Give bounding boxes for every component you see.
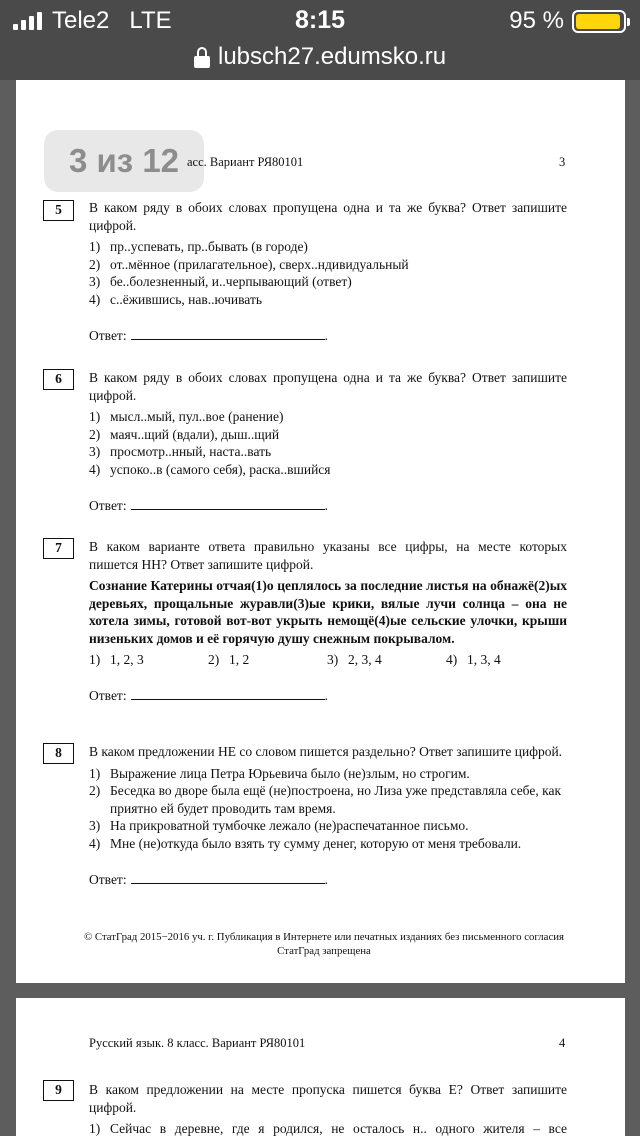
task-option: 3) бе..болезненный, и..черпывающий (ответ) bbox=[89, 274, 352, 289]
task-option: 4) 1, 3, 4 bbox=[446, 652, 501, 667]
url-text[interactable]: lubsch27.edumsko.ru bbox=[218, 43, 447, 70]
answer-line bbox=[131, 497, 325, 510]
task-number: 7 bbox=[43, 538, 74, 559]
task-option: 3) просмотр..нный, наста..вать bbox=[89, 444, 272, 459]
task-question: В каком ряду в обоих словах пропущена одна и та же буква? Ответ запишите цифрой. bbox=[89, 200, 567, 233]
page-header-number: 4 bbox=[559, 1036, 566, 1050]
task-option: 1) 1, 2, 3 bbox=[89, 652, 144, 667]
answer-field: Ответ: . bbox=[89, 687, 328, 703]
page-header-number: 3 bbox=[559, 155, 566, 169]
battery-icon bbox=[572, 10, 626, 33]
task-option: 2) от..мённое (прилагательное), сверх..ндивидуальный bbox=[89, 256, 409, 272]
page-indicator: 3 из 12 bbox=[44, 130, 204, 192]
answer-field: Ответ: . bbox=[89, 872, 328, 887]
task-option: 1) Сейчас в деревне, где я родился, не осталось н.. одного жителя – все bbox=[89, 1121, 567, 1136]
answer-line bbox=[131, 687, 325, 700]
task-option: 2) Беседка во дворе была ещё (не)построена, но Лиза уже представляла себе, как приятно ей будет проводить там время. bbox=[89, 783, 562, 816]
task-option: 1) Выражение лица Петра Юрьевича было (не)злым, но строгим. bbox=[89, 765, 470, 781]
page-header-title: асс. Вариант РЯ80101 bbox=[187, 155, 304, 169]
task-question: В каком ряду в обоих словах пропущена одна и та же буква? Ответ запишите цифрой. bbox=[89, 370, 567, 403]
task-option: 2) 1, 2 bbox=[208, 652, 250, 667]
status-bar bbox=[0, 0, 640, 40]
task-option: 3) 2, 3, 4 bbox=[327, 652, 382, 667]
task-number: 5 bbox=[43, 200, 74, 221]
battery-fill bbox=[576, 14, 620, 29]
task-option: 4) с..ёжившись, нав..ючивать bbox=[89, 291, 263, 307]
task-number: 6 bbox=[43, 369, 74, 390]
task-options-row bbox=[89, 651, 567, 669]
network-type: LTE bbox=[129, 7, 172, 34]
task-question: В каком варианте ответа правильно указаны все цифры, на месте которых пишется НН? Ответ запишите цифрой. bbox=[89, 539, 567, 572]
answer-field: Ответ: . bbox=[89, 498, 328, 513]
status-time: 8:15 bbox=[294, 6, 346, 34]
task-question: В каком предложении на месте пропуска пишется буква Е? Ответ запишите цифрой. bbox=[89, 1082, 567, 1115]
task-number: 9 bbox=[43, 1080, 74, 1101]
document-page-3 bbox=[16, 80, 625, 983]
task-number: 8 bbox=[43, 743, 74, 764]
carrier-name: Tele2 LTE bbox=[52, 7, 172, 34]
page-header-title: Русский язык. 8 класс. Вариант РЯ80101 bbox=[89, 1036, 306, 1050]
answer-field: Ответ: . bbox=[89, 328, 328, 343]
task-option: 3) На прикроватной тумбочке лежало (не)распечатанное письмо. bbox=[89, 818, 469, 833]
task-option: 1) мысл..мый, пул..вое (ранение) bbox=[89, 409, 284, 424]
copyright-footer: © СтатГрад 2015−2016 уч. г. Публикация в Интернете или печатных изданиях без письменного согласия СтатГрад запрещена bbox=[83, 931, 565, 957]
task-option: 4) Мне (не)откуда было взять ту сумму денег, которую от меня требовали. bbox=[89, 835, 522, 851]
battery-percent: 95 % bbox=[509, 7, 564, 34]
task-text: Сознание Катерины отчая(1)о цеплялось за последние листья на обнажё(2)ых деревьях, прощальные журавли(3)ые крики, вялые лучи солнца – она не хотела зимы, готовой вот-вот укрыть немощё(4)ые сельские улочки, крыши низеньких домов и её горячую душу снежным покрывалом. bbox=[89, 578, 567, 646]
task-option: 1) пр..успевать, пр..бывать (в городе) bbox=[89, 239, 308, 254]
answer-line bbox=[131, 327, 325, 340]
answer-line bbox=[131, 871, 325, 884]
task-option: 2) маяч..щий (вдали), дыш..щий bbox=[89, 426, 280, 442]
task-option: 4) успоко..в (самого себя), раска..вшийся bbox=[89, 461, 331, 477]
address-bar[interactable] bbox=[0, 40, 640, 80]
task-question: В каком предложении НЕ со словом пишется раздельно? Ответ запишите цифрой. bbox=[89, 744, 563, 759]
document-page-4 bbox=[16, 998, 625, 1136]
lock-icon bbox=[194, 47, 210, 69]
